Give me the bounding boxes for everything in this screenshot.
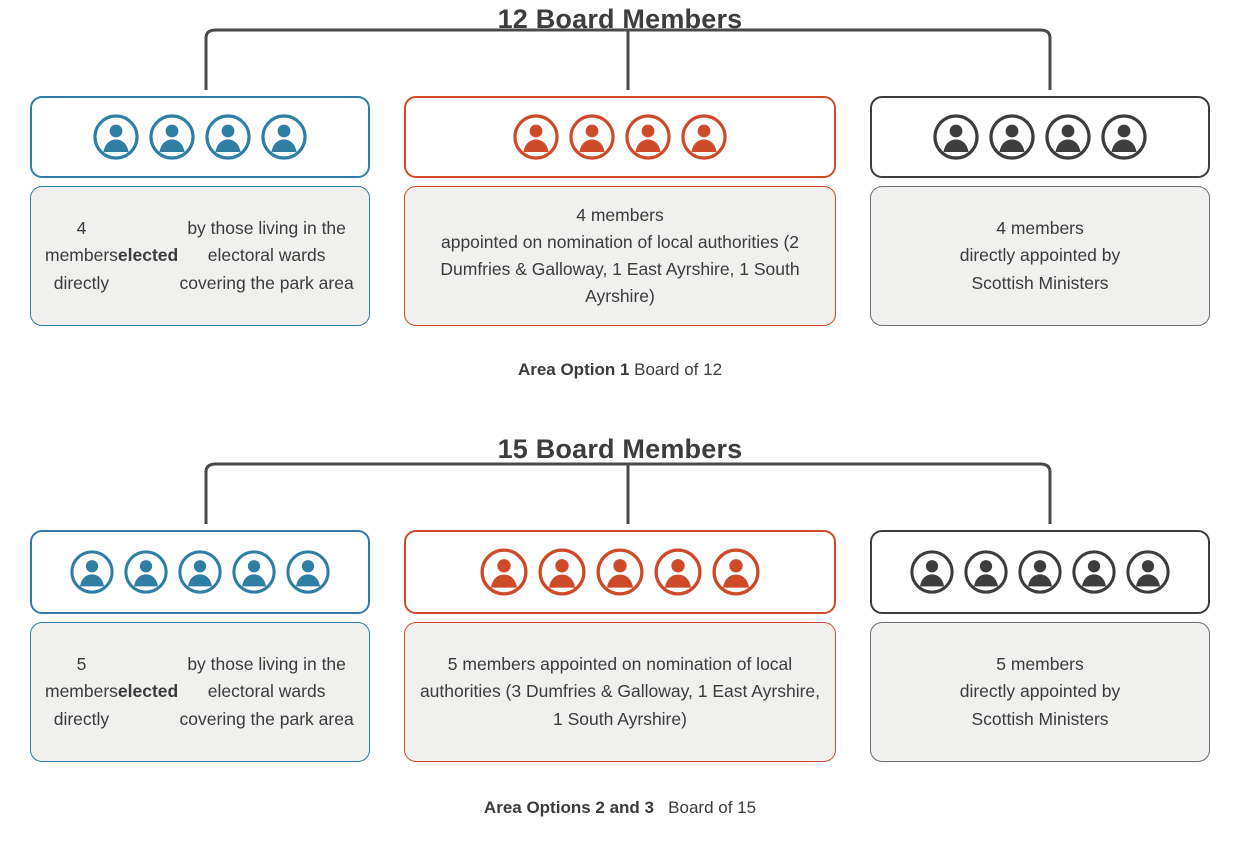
columns-row (0, 530, 1240, 762)
person-icon (204, 113, 252, 161)
person-icon (595, 547, 645, 597)
person-icon (479, 547, 529, 597)
columns-row (0, 96, 1240, 326)
board-of-12-section (0, 0, 1240, 379)
person-icon (711, 547, 761, 597)
person-icon (1125, 549, 1171, 595)
description-elected: 4 members directly elected by those living in the electoral wards covering the park area (30, 186, 370, 326)
section-caption (0, 360, 1240, 380)
section-caption (0, 798, 1240, 818)
icon-group-ministers (870, 96, 1210, 178)
column-ministers (870, 96, 1210, 326)
description-ministers: 5 members directly appointed by Scottish Ministers (870, 622, 1210, 762)
icon-group-elected (30, 530, 370, 614)
icon-group-local-authority (404, 96, 836, 178)
icon-group-ministers (870, 530, 1210, 614)
description-ministers: 4 members directly appointed by Scottish Ministers (870, 186, 1210, 326)
person-icon (932, 113, 980, 161)
column-local-authority (404, 96, 836, 326)
person-icon (1071, 549, 1117, 595)
column-elected (30, 96, 370, 326)
description-local-authority: 5 members appointed on nomination of local authorities (3 Dumfries & Galloway, 1 East Ayrshire, 1 South Ayrshire) (404, 622, 836, 762)
page-title: 15 Board Members (497, 434, 743, 464)
person-icon (123, 549, 169, 595)
person-icon (680, 113, 728, 161)
board-of-15-section (0, 430, 1240, 817)
person-icon (653, 547, 703, 597)
person-icon (177, 549, 223, 595)
description-local-authority: 4 members appointed on nomination of local authorities (2 Dumfries & Galloway, 1 East Ayrshire, 1 South Ayrshire) (404, 186, 836, 326)
person-icon (92, 113, 140, 161)
person-icon (260, 113, 308, 161)
column-elected (30, 530, 370, 762)
section-title-row (0, 430, 1240, 474)
caption-board-size: Board of 15 (668, 798, 757, 817)
person-icon (69, 549, 115, 595)
person-icon (231, 549, 277, 595)
person-icon (1100, 113, 1148, 161)
person-icon (1017, 549, 1063, 595)
caption-board-size: Board of 12 (634, 360, 723, 379)
page-title: 12 Board Members (497, 4, 743, 34)
person-icon (1044, 113, 1092, 161)
person-icon (568, 113, 616, 161)
column-local-authority (404, 530, 836, 762)
person-icon (537, 547, 587, 597)
caption-option-label: Area Options 2 and 3 (483, 798, 654, 817)
person-icon (512, 113, 560, 161)
person-icon (285, 549, 331, 595)
description-elected: 5 members directly elected by those living in the electoral wards covering the park area (30, 622, 370, 762)
icon-group-local-authority (404, 530, 836, 614)
icon-group-elected (30, 96, 370, 178)
person-icon (909, 549, 955, 595)
section-title-row (0, 0, 1240, 44)
person-icon (624, 113, 672, 161)
person-icon (148, 113, 196, 161)
column-ministers (870, 530, 1210, 762)
person-icon (988, 113, 1036, 161)
caption-option-label: Area Option 1 (517, 360, 630, 379)
person-icon (963, 549, 1009, 595)
